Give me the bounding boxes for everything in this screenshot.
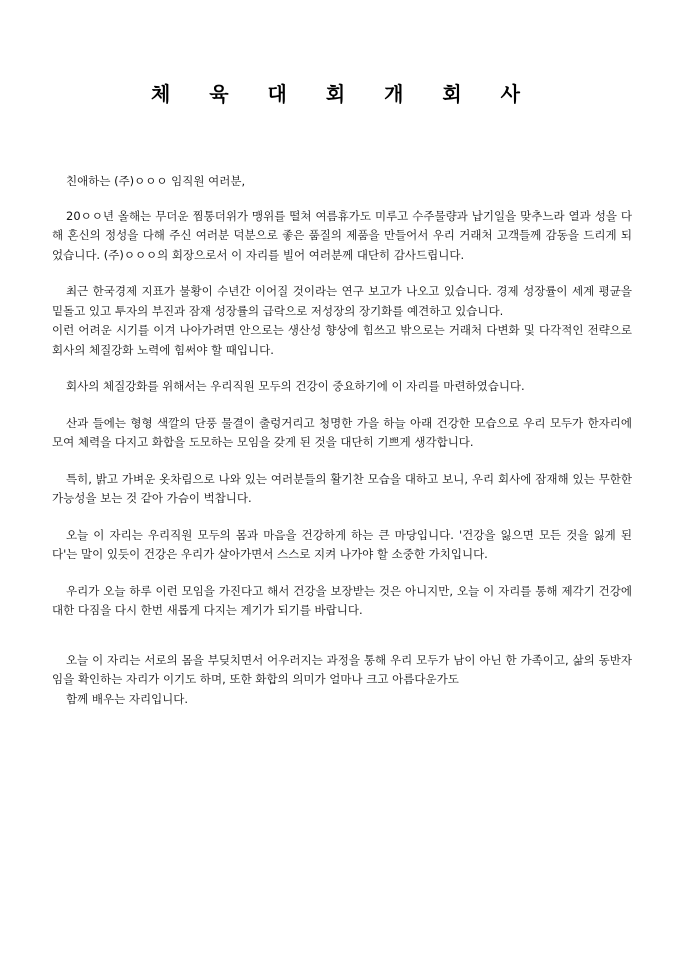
paragraph-closing: 함께 배우는 자리입니다. xyxy=(66,691,189,706)
paragraph-strategy: 이런 어려운 시기를 이겨 나아가려면 안으로는 생산성 향상에 힘쓰고 밖으로는 거래처 다변화 및 다각적인 전략으로 회사의 체질강화 노력에 힘써야 할 때입니다. xyxy=(52,323,632,357)
paragraph-autumn: 산과 들에는 형형 색깔의 단풍 물결이 출렁거리고 청명한 가을 하늘 아래 건강한 모습으로 우리 모두가 한자리에 모여 체력을 다지고 화합을 도모하는 모임을 갖게 된 것을 대단히 기쁘게 생각합니다. xyxy=(52,415,632,449)
paragraph-possibility: 특히, 밝고 가벼운 옷차림으로 나와 있는 여러분들의 활기찬 모습을 대하고 보니, 우리 회사에 잠재해 있는 무한한 가능성을 보는 것 같아 가슴이 벅찹니다. xyxy=(52,471,632,505)
salutation: 친애하는 (주)ㅇㅇㅇ 임직원 여러분, xyxy=(66,174,246,188)
paragraph-family: 오늘 이 자리는 서로의 몸을 부딪치면서 어우러지는 과정을 통해 우리 모두가 남이 아닌 한 가족이고, 삶의 동반자임을 확인하는 자리가 이기도 하며, 또한 화합의 의미가 얼마나 크고 아름다운가도 xyxy=(52,652,632,686)
paragraph-resolution: 우리가 오늘 하루 이런 모임을 가진다고 해서 건강을 보장받는 것은 아니지만, 오늘 이 자리를 통해 제각기 건강에 대한 다짐을 다시 한번 새롭게 다지는 계기가 되기를 바랍니다. xyxy=(52,583,632,617)
paragraph-gratitude: 20ㅇㅇ년 올해는 무더운 찜통더위가 맹위를 떨쳐 여름휴가도 미루고 수주물량과 납기일을 맞추느라 열과 성을 다해 혼신의 정성을 다해 주신 여러분 덕분으로 좋은 품질의 제품을 만들어서 우리 거래처 고객들께 감동을 드리게 되었습니다. (주)ㅇㅇㅇ의 회장으로서 이 자리를 빌어 여러분께 대단히 감사드립니다. xyxy=(52,208,632,262)
paragraph-economy: 최근 한국경제 지표가 불황이 수년간 이어질 것이라는 연구 보고가 나오고 있습니다. 경제 성장률이 세계 평균을 밑돌고 있고 투자의 부진과 잠재 성장률의 급락으로 저성장의 장기화를 예견하고 있습니다. xyxy=(52,284,632,318)
document-body xyxy=(52,172,632,709)
document-title: 체 육 대 회 개 회 사 xyxy=(150,82,530,106)
paragraph-health-value: 오늘 이 자리는 우리직원 모두의 몸과 마음을 건강하게 하는 큰 마당입니다. '건강을 잃으면 모든 것을 잃게 된다'는 말이 있듯이 건강은 우리가 살아가면서 스스로 지켜 나가야 할 소중한 가치입니다. xyxy=(52,527,632,561)
paragraph-health-purpose: 회사의 체질강화를 위해서는 우리직원 모두의 건강이 중요하기에 이 자리를 마련하였습니다. xyxy=(66,379,525,393)
